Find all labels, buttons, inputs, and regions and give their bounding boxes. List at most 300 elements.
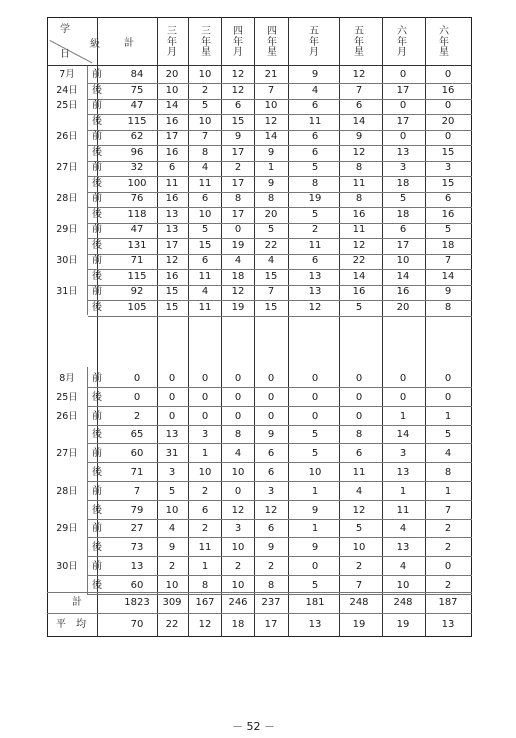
table-cell: 17	[396, 84, 410, 96]
table-cell: 2	[201, 523, 209, 535]
half-day-label: 前	[92, 162, 102, 173]
row-rule	[88, 500, 472, 501]
table-cell: 7	[444, 255, 452, 266]
table-cell: 15	[264, 301, 278, 313]
table-cell: 2	[234, 561, 242, 572]
half-day-label: 後	[92, 301, 102, 313]
half-day-label: 後	[92, 579, 102, 591]
half-day-label: 前	[92, 523, 102, 535]
table-cell: 5	[311, 579, 319, 591]
table-cell: 17	[165, 239, 179, 251]
average-cell: 12	[198, 619, 212, 630]
total-cell: 248	[349, 597, 369, 608]
table-cell: 20	[441, 115, 455, 127]
table-cell: 0	[201, 410, 209, 422]
table-cell: 11	[198, 301, 212, 313]
table-cell: 32	[130, 162, 144, 173]
date-label: 24日	[56, 84, 78, 96]
table-cell: 6	[234, 100, 242, 111]
table-cell: 0	[311, 561, 319, 572]
table-cell: 115	[127, 270, 147, 282]
table-cell: 16	[165, 146, 179, 158]
table-cell: 16	[165, 115, 179, 127]
table-cell: 2	[133, 410, 141, 422]
date-label: 27日	[56, 162, 78, 173]
table-cell: 9	[444, 286, 452, 297]
table-cell: 14	[396, 429, 410, 441]
table-cell: 5	[444, 429, 452, 441]
table-cell: 8	[234, 193, 242, 204]
half-day-label: 前	[92, 410, 102, 422]
table-cell: 2	[444, 542, 452, 554]
row-rule	[88, 316, 472, 317]
table-cell: 11	[198, 177, 212, 189]
table-cell: 20	[396, 301, 410, 313]
date-label: 25日	[56, 391, 78, 403]
table-cell: 2	[444, 579, 452, 591]
header-col: 六年星	[439, 26, 449, 58]
table-cell: 19	[231, 239, 245, 251]
table-cell: 0	[444, 100, 452, 111]
table-cell: 22	[352, 255, 366, 266]
row-rule	[88, 537, 472, 538]
table-cell: 0	[234, 485, 242, 497]
table-cell: 1	[399, 410, 407, 422]
half-day-label: 後	[92, 84, 102, 96]
table-cell: 5	[444, 224, 452, 235]
row-rule	[88, 556, 472, 557]
table-cell: 6	[355, 100, 363, 111]
table-cell: 0	[267, 391, 275, 403]
table-cell: 1	[201, 448, 209, 460]
table-cell: 0	[444, 69, 452, 80]
table-cell: 11	[352, 177, 366, 189]
table-cell: 0	[444, 391, 452, 403]
table-cell: 12	[352, 504, 366, 516]
table-cell: 9	[168, 542, 176, 554]
table-cell: 11	[198, 270, 212, 282]
table-cell: 4	[201, 162, 209, 173]
table-cell: 75	[130, 84, 144, 96]
table-cell: 7	[267, 84, 275, 96]
table-cell: 9	[267, 177, 275, 189]
table-cell: 1	[444, 410, 452, 422]
table-cell: 47	[130, 100, 144, 111]
table-cell: 14	[352, 115, 366, 127]
table-cell: 13	[165, 429, 179, 441]
row-rule	[88, 462, 472, 463]
table-cell: 7	[355, 579, 363, 591]
table-cell: 13	[308, 286, 322, 297]
date-label: 31日	[56, 286, 78, 297]
table-cell: 0	[444, 373, 452, 384]
table-cell: 4	[355, 485, 363, 497]
table-cell: 12	[352, 239, 366, 251]
header-col: 四年星	[267, 26, 277, 58]
total-cell: 1823	[124, 597, 150, 608]
table-cell: 8	[201, 579, 209, 591]
column-divider	[339, 17, 340, 637]
table-cell: 13	[165, 224, 179, 235]
table-cell: 9	[311, 542, 319, 554]
average-cell: 22	[165, 619, 179, 630]
table-cell: 12	[165, 255, 179, 266]
table-cell: 9	[267, 542, 275, 554]
half-day-label: 前	[92, 561, 102, 572]
table-cell: 15	[231, 115, 245, 127]
table-cell: 5	[311, 162, 319, 173]
averages-rule	[47, 613, 472, 614]
table-cell: 60	[130, 579, 144, 591]
total-cell: 181	[305, 597, 325, 608]
table-cell: 14	[441, 270, 455, 282]
half-day-label: 前	[92, 193, 102, 204]
table-cell: 27	[130, 523, 144, 535]
table-cell: 17	[231, 177, 245, 189]
table-cell: 10	[165, 579, 179, 591]
table-cell: 4	[399, 523, 407, 535]
half-day-label: 後	[92, 239, 102, 251]
half-day-label: 前	[92, 131, 102, 142]
table-cell: 0	[168, 410, 176, 422]
table-cell: 2	[201, 84, 209, 96]
column-divider	[425, 17, 426, 637]
table-cell: 6	[267, 448, 275, 460]
table-cell: 4	[201, 286, 209, 297]
date-label: 25日	[56, 100, 78, 111]
table-cell: 0	[399, 373, 407, 384]
table-cell: 10	[231, 542, 245, 554]
table-cell: 12	[264, 504, 278, 516]
table-cell: 0	[267, 373, 275, 384]
corner-label-grade: 学	[60, 24, 70, 35]
corner-label-day: 日	[60, 49, 70, 60]
table-cell: 0	[399, 69, 407, 80]
table-cell: 11	[352, 224, 366, 235]
table-cell: 0	[168, 391, 176, 403]
half-day-label: 後	[92, 177, 102, 189]
table-cell: 9	[234, 131, 242, 142]
table-cell: 6	[355, 448, 363, 460]
table-cell: 13	[396, 467, 410, 478]
header-col: 四年月	[233, 26, 243, 58]
table-cell: 19	[308, 193, 322, 204]
table-cell: 11	[396, 504, 410, 516]
table-cell: 8	[355, 429, 363, 441]
total-cell: 309	[162, 597, 182, 608]
table-cell: 11	[165, 177, 179, 189]
table-cell: 16	[441, 84, 455, 96]
table-cell: 5	[267, 224, 275, 235]
table-cell: 0	[399, 391, 407, 403]
table-cell: 10	[264, 100, 278, 111]
table-cell: 5	[311, 448, 319, 460]
average-cell: 13	[308, 619, 322, 630]
half-day-label: 前	[92, 255, 102, 266]
table-cell: 71	[130, 255, 144, 266]
half-day-label: 後	[92, 208, 102, 220]
row-rule	[88, 594, 472, 595]
header-total: 計	[124, 38, 134, 49]
table-cell: 10	[165, 84, 179, 96]
table-cell: 65	[130, 429, 144, 441]
half-day-label: 前	[92, 448, 102, 460]
date-label: 27日	[56, 448, 78, 460]
table-cell: 0	[444, 561, 452, 572]
table-cell: 6	[267, 467, 275, 478]
table-cell: 12	[352, 69, 366, 80]
date-label: 28日	[56, 485, 78, 497]
table-cell: 0	[311, 391, 319, 403]
table-cell: 2	[201, 485, 209, 497]
half-day-label: 後	[92, 115, 102, 127]
table-cell: 17	[231, 208, 245, 220]
half-day-label: 前	[92, 373, 102, 384]
table-cell: 3	[444, 162, 452, 173]
table-cell: 5	[201, 224, 209, 235]
table-cell: 19	[231, 301, 245, 313]
table-cell: 7	[133, 485, 141, 497]
table-cell: 10	[231, 579, 245, 591]
table-cell: 14	[264, 131, 278, 142]
table-cell: 16	[352, 208, 366, 220]
average-cell: 70	[130, 619, 144, 630]
table-cell: 9	[355, 131, 363, 142]
table-cell: 84	[130, 69, 144, 80]
table-cell: 5	[311, 208, 319, 220]
row-rule	[88, 481, 472, 482]
table-cell: 2	[267, 561, 275, 572]
table-cell: 47	[130, 224, 144, 235]
half-day-label: 後	[92, 542, 102, 554]
table-cell: 8	[311, 177, 319, 189]
table-cell: 4	[234, 255, 242, 266]
date-label: 7月	[59, 69, 75, 80]
table-cell: 0	[311, 410, 319, 422]
table-cell: 0	[399, 100, 407, 111]
table-cell: 1	[444, 485, 452, 497]
table-cell: 12	[231, 286, 245, 297]
table-cell: 96	[130, 146, 144, 158]
table-cell: 15	[441, 177, 455, 189]
half-day-label: 後	[92, 391, 102, 403]
table-cell: 6	[201, 193, 209, 204]
table-cell: 105	[127, 301, 147, 313]
table-cell: 8	[355, 193, 363, 204]
date-label: 8月	[59, 373, 75, 384]
half-day-label: 後	[92, 467, 102, 478]
table-cell: 16	[165, 270, 179, 282]
averages-label: 平 均	[56, 619, 86, 630]
table-cell: 10	[198, 208, 212, 220]
table-cell: 2	[234, 162, 242, 173]
table-cell: 5	[201, 100, 209, 111]
header-col: 三年星	[201, 26, 211, 58]
table-cell: 13	[165, 208, 179, 220]
table-cell: 4	[234, 448, 242, 460]
table-cell: 118	[127, 208, 147, 220]
table-cell: 6	[201, 255, 209, 266]
half-day-label: 前	[92, 100, 102, 111]
table-cell: 0	[355, 410, 363, 422]
table-cell: 1	[311, 485, 319, 497]
table-cell: 10	[352, 542, 366, 554]
table-cell: 0	[201, 373, 209, 384]
table-cell: 9	[267, 429, 275, 441]
table-cell: 0	[267, 410, 275, 422]
table-cell: 0	[355, 391, 363, 403]
table-cell: 15	[165, 286, 179, 297]
half-day-label: 後	[92, 270, 102, 282]
table-cell: 7	[267, 286, 275, 297]
half-divider	[87, 65, 88, 315]
half-day-label: 後	[92, 429, 102, 441]
half-day-label: 前	[92, 286, 102, 297]
table-cell: 16	[165, 193, 179, 204]
table-cell: 79	[130, 504, 144, 516]
table-cell: 13	[308, 270, 322, 282]
table-cell: 2	[355, 561, 363, 572]
table-cell: 12	[264, 115, 278, 127]
header-col: 五年月	[309, 26, 319, 58]
table-cell: 10	[396, 579, 410, 591]
table-cell: 5	[355, 301, 363, 313]
table-cell: 21	[264, 69, 278, 80]
half-day-label: 前	[92, 485, 102, 497]
table-cell: 17	[231, 146, 245, 158]
table-cell: 12	[231, 84, 245, 96]
table-cell: 5	[311, 429, 319, 441]
table-cell: 16	[396, 286, 410, 297]
average-cell: 18	[231, 619, 245, 630]
table-cell: 10	[198, 467, 212, 478]
table-cell: 9	[267, 146, 275, 158]
half-day-label: 前	[92, 224, 102, 235]
table-cell: 0	[444, 131, 452, 142]
table-cell: 76	[130, 193, 144, 204]
table-cell: 11	[352, 467, 366, 478]
table-cell: 115	[127, 115, 147, 127]
half-day-label: 後	[92, 146, 102, 158]
row-rule	[88, 425, 472, 426]
table-cell: 12	[352, 146, 366, 158]
table-cell: 13	[396, 146, 410, 158]
total-cell: 167	[195, 597, 215, 608]
half-day-label: 前	[92, 69, 102, 80]
row-rule	[88, 519, 472, 520]
table-cell: 11	[198, 542, 212, 554]
table-cell: 17	[165, 131, 179, 142]
table-cell: 0	[234, 373, 242, 384]
average-cell: 19	[352, 619, 366, 630]
total-cell: 246	[228, 597, 248, 608]
table-cell: 4	[267, 255, 275, 266]
table-cell: 62	[130, 131, 144, 142]
date-label: 26日	[56, 410, 78, 422]
table-cell: 2	[311, 224, 319, 235]
table-cell: 0	[355, 373, 363, 384]
table-cell: 10	[165, 504, 179, 516]
table-cell: 16	[352, 286, 366, 297]
table-cell: 12	[308, 301, 322, 313]
date-label: 29日	[56, 224, 78, 235]
table-cell: 8	[444, 301, 452, 313]
table-cell: 3	[399, 162, 407, 173]
date-label: 26日	[56, 131, 78, 142]
table-cell: 6	[311, 100, 319, 111]
table-cell: 1	[267, 162, 275, 173]
table-cell: 4	[444, 448, 452, 460]
table-cell: 3	[399, 448, 407, 460]
table-cell: 11	[308, 115, 322, 127]
table-cell: 5	[355, 523, 363, 535]
header-col: 六年月	[397, 26, 407, 58]
table-cell: 0	[311, 373, 319, 384]
corner-label-class: 級	[90, 39, 100, 50]
row-rule	[88, 406, 472, 407]
table-cell: 6	[168, 162, 176, 173]
table-cell: 22	[264, 239, 278, 251]
table-cell: 3	[168, 467, 176, 478]
table-cell: 18	[231, 270, 245, 282]
table-cell: 10	[396, 255, 410, 266]
table-cell: 5	[399, 193, 407, 204]
table-cell: 18	[441, 239, 455, 251]
table-cell: 131	[127, 239, 147, 251]
row-rule	[88, 443, 472, 444]
table-cell: 8	[444, 467, 452, 478]
table-cell: 8	[267, 193, 275, 204]
table-cell: 3	[267, 485, 275, 497]
table-cell: 4	[168, 523, 176, 535]
table-cell: 15	[264, 270, 278, 282]
header-col: 三年月	[167, 26, 177, 58]
table-cell: 71	[130, 467, 144, 478]
total-cell: 237	[261, 597, 281, 608]
table-cell: 15	[198, 239, 212, 251]
table-cell: 6	[444, 193, 452, 204]
table-cell: 18	[396, 177, 410, 189]
table-cell: 0	[399, 131, 407, 142]
table-cell: 12	[231, 504, 245, 516]
table-cell: 4	[311, 84, 319, 96]
table-cell: 8	[267, 579, 275, 591]
table-cell: 20	[264, 208, 278, 220]
total-cell: 248	[393, 597, 413, 608]
table-cell: 15	[441, 146, 455, 158]
table-cell: 0	[201, 391, 209, 403]
table-cell: 8	[234, 429, 242, 441]
table-cell: 0	[234, 224, 242, 235]
average-cell: 17	[264, 619, 278, 630]
row-rule	[88, 387, 472, 388]
table-cell: 6	[311, 146, 319, 158]
table-cell: 73	[130, 542, 144, 554]
table-cell: 0	[234, 410, 242, 422]
table-cell: 1	[311, 523, 319, 535]
table-cell: 14	[396, 270, 410, 282]
table-cell: 17	[396, 239, 410, 251]
table-cell: 3	[234, 523, 242, 535]
table-cell: 7	[201, 131, 209, 142]
table-cell: 7	[444, 504, 452, 516]
table-cell: 31	[165, 448, 179, 460]
table-cell: 14	[352, 270, 366, 282]
table-cell: 6	[311, 131, 319, 142]
page-number: － 52 －	[232, 720, 275, 733]
table-cell: 3	[201, 429, 209, 441]
table-cell: 6	[267, 523, 275, 535]
